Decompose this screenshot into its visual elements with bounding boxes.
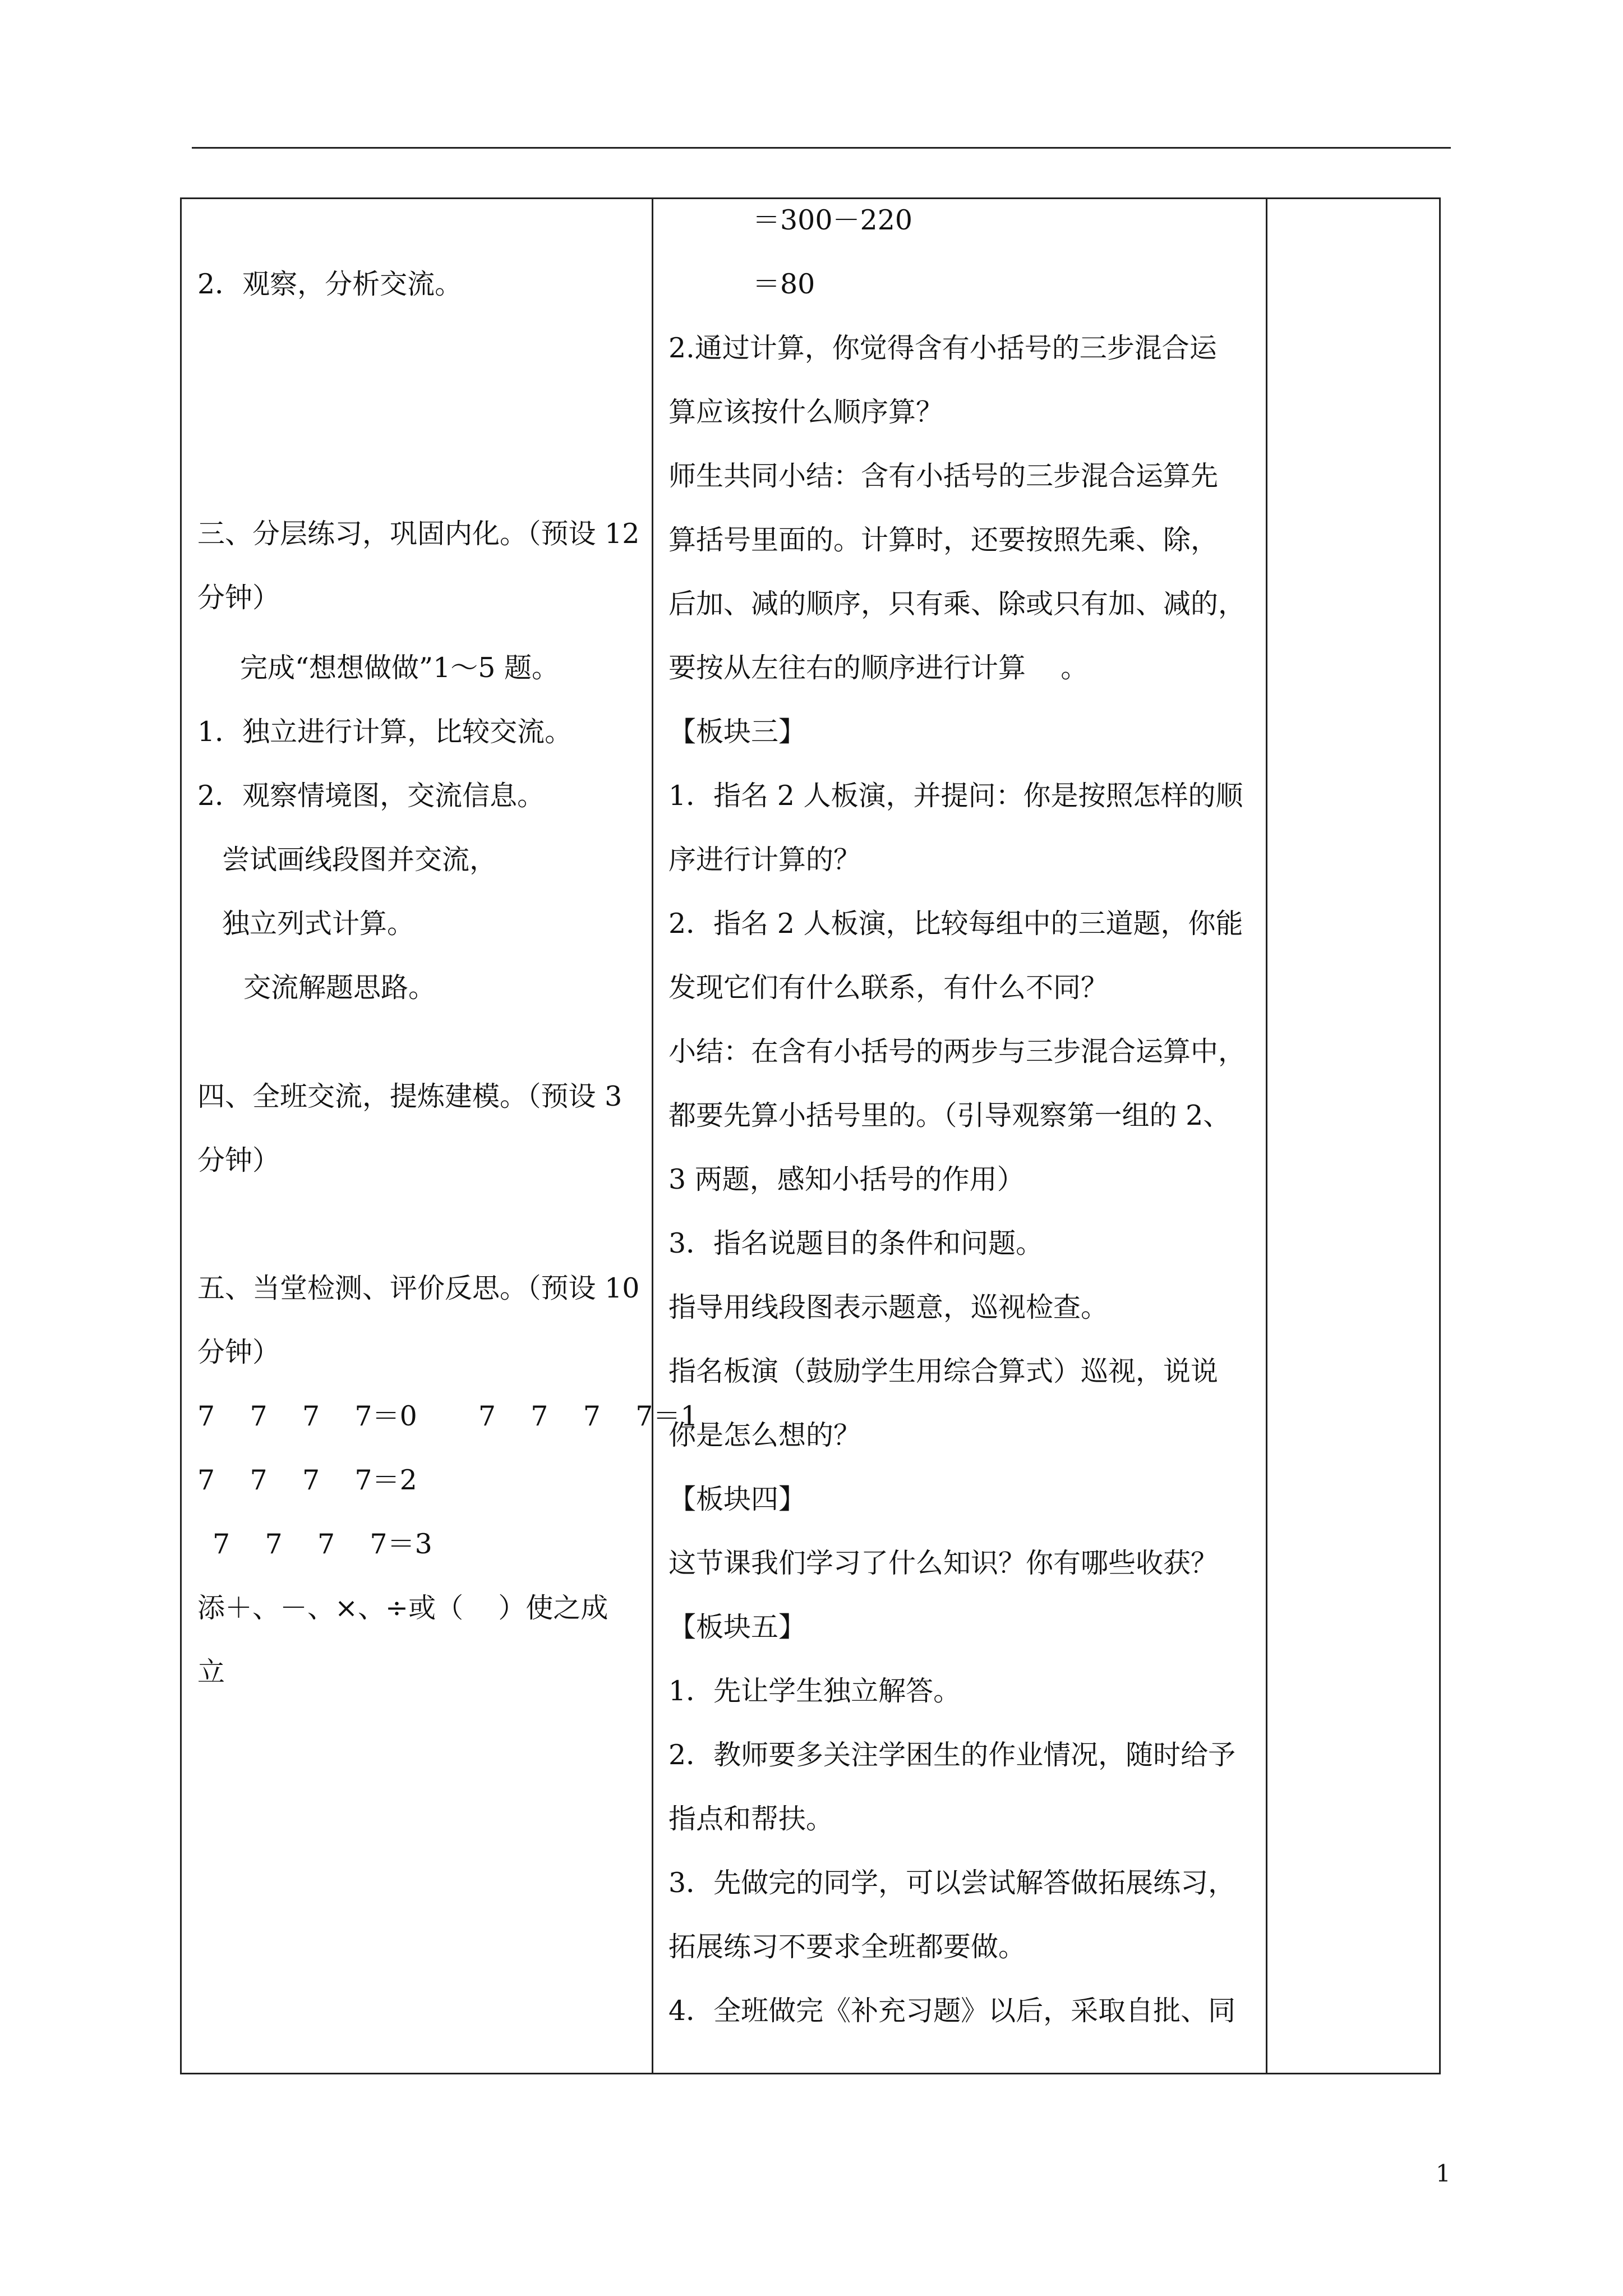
- middle_column-line: 1．先让学生独立解答。: [668, 1675, 961, 1707]
- middle_column-line: 【板块三】: [668, 716, 806, 748]
- left_column-line: 7 7 7 7＝2: [197, 1464, 417, 1496]
- middle_column-line: ＝80: [753, 268, 815, 300]
- left_column-line: 2．观察情境图，交流信息。: [197, 780, 545, 812]
- left_column-line: 完成“想想做做”1～5 题。: [240, 652, 560, 684]
- middle_column-line: 3．先做完的同学，可以尝试解答做拓展练习，: [668, 1867, 1236, 1899]
- middle_column-line: 指名板演（鼓励学生用综合算式）巡视，说说: [668, 1355, 1219, 1387]
- middle_column-line: 3 两题，感知小括号的作用）: [668, 1163, 1025, 1195]
- left_column-line: 分钟）: [197, 582, 280, 614]
- middle_column-line: 2.通过计算，你觉得含有小括号的三步混合运: [668, 332, 1217, 364]
- left_column-line: 2．观察，分析交流。: [197, 268, 463, 300]
- left_column-line: 交流解题思路。: [243, 972, 436, 1004]
- left_column-line: 分钟）: [197, 1144, 280, 1176]
- middle_column-line: 算括号里面的。计算时，还要按照先乘、除，: [668, 524, 1219, 556]
- column-divider-left: [652, 199, 653, 2073]
- left_column-line: 独立列式计算。: [222, 908, 415, 940]
- middle_column-line: ＝300－220: [753, 204, 913, 236]
- lesson-plan-table: [180, 197, 1441, 2074]
- middle_column-line: 4．全班做完《补充习题》以后，采取自批、同: [668, 1995, 1236, 2027]
- left_column-line: 五、当堂检测、评价反思。（预设 10: [197, 1272, 640, 1304]
- page-number: 1: [1436, 2160, 1451, 2187]
- left_column-line: 1．独立进行计算，比较交流。: [197, 716, 573, 748]
- middle_column-line: 2．教师要多关注学困生的作业情况，随时给予: [668, 1739, 1236, 1771]
- middle_column-line: 2．指名 2 人板演，比较每组中的三道题，你能: [668, 908, 1243, 940]
- middle_column-line: 【板块四】: [668, 1483, 806, 1515]
- middle_column-line: 算应该按什么顺序算？: [668, 396, 944, 428]
- middle_column-line: 要按从左往右的顺序进行计算 。: [668, 652, 1089, 684]
- column-divider-right: [1266, 199, 1267, 2073]
- middle_column-line: 师生共同小结：含有小括号的三步混合运算先: [668, 460, 1219, 492]
- middle_column-line: 1．指名 2 人板演，并提问：你是按照怎样的顺: [668, 780, 1243, 812]
- middle_column-line: 小结：在含有小括号的两步与三步混合运算中，: [668, 1036, 1246, 1068]
- middle_column-line: 指点和帮扶。: [668, 1803, 834, 1835]
- middle_column-line: 序进行计算的？: [668, 844, 861, 876]
- left_column-line: 7 7 7 7＝3: [213, 1528, 432, 1560]
- left_column-line: 7 7 7 7＝0 7 7 7 7＝1: [197, 1400, 698, 1432]
- middle_column-line: 都要先算小括号里的。（引导观察第一组的 2、: [668, 1099, 1231, 1131]
- header-rule: [192, 147, 1451, 149]
- left_column-line: 尝试画线段图并交流，: [222, 844, 497, 876]
- middle_column-line: 3．指名说题目的条件和问题。: [668, 1227, 1044, 1259]
- left_column-line: 分钟）: [197, 1336, 280, 1368]
- middle_column-line: 拓展练习不要求全班都要做。: [668, 1931, 1026, 1963]
- middle_column-line: 这节课我们学习了什么知识？你有哪些收获？: [668, 1547, 1219, 1579]
- middle_column-line: 后加、减的顺序，只有乘、除或只有加、减的，: [668, 588, 1246, 620]
- middle_column-line: 指导用线段图表示题意，巡视检查。: [668, 1291, 1109, 1323]
- middle_column-line: 发现它们有什么联系，有什么不同？: [668, 972, 1109, 1004]
- middle_column-line: 【板块五】: [668, 1611, 806, 1643]
- left_column-line: 立: [197, 1656, 225, 1688]
- left_column-line: 添＋、－、×、÷或（ ）使之成: [197, 1592, 608, 1624]
- left_column-line: 四、全班交流，提炼建模。（预设 3: [197, 1080, 623, 1112]
- middle_column-line: 你是怎么想的？: [668, 1419, 861, 1451]
- left_column-line: 三、分层练习，巩固内化。（预设 12: [197, 518, 640, 550]
